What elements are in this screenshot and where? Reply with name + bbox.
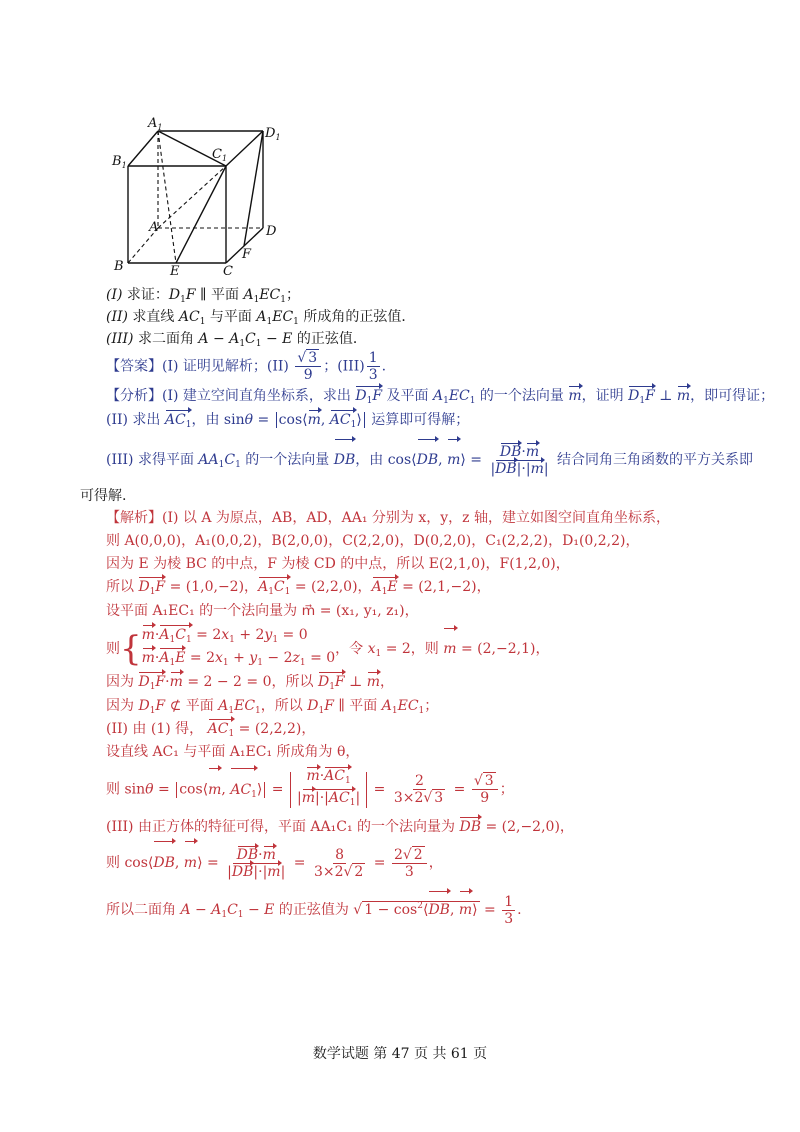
- label-C: C: [223, 264, 233, 279]
- solution-line-11: (III) 由正方体的特征可得，平面 AA₁C₁ 的一个法向量为 DB = (2,−2,0)，: [106, 819, 574, 835]
- label-E: E: [170, 264, 180, 279]
- solution-line-5: 设平面 A₁EC₁ 的一个法向量为 m⃗ = (x₁, y₁, z₁)，: [106, 603, 419, 619]
- cube-figure: [110, 115, 300, 285]
- label-D1: $D_1$: [265, 126, 281, 142]
- label-D: D: [266, 224, 277, 239]
- edge-EC1: [176, 166, 226, 263]
- page-footer: 数学试题 第 47 页 共 61 页: [312, 1046, 488, 1062]
- solution-line-8: (II) 由 (1) 得， $AC_1 = (2,2,2)$，: [106, 720, 315, 743]
- analysis-line-4: 可得解.: [80, 488, 127, 504]
- solution-line-7b: 因为 $D_1F$ ⊄ 平面 $A_1EC_1$，所以 $D_1F$ ∥ 平面 $A_1EC_1$；: [106, 698, 439, 716]
- question-2: (II) 求直线 $AC_1$ 与平面 $A_1EC_1$ 所成角的正弦值．: [106, 309, 416, 327]
- label-C1: $C_1$: [212, 147, 228, 163]
- solution-line-10: 则 sinθ = cos⟨m, $AC_1⟩$ = $\frac{m\cdot AC_1}{|m|\cdot|AC_1|}$ = $\frac{2}{3\times 2√ 3}$ = $\frac{√ 3}{9}$ ；: [106, 768, 514, 816]
- label-B1: $B_1$: [112, 154, 127, 170]
- question-1: (I) 求证：$D_1F$ ∥ 平面 $A_1EC_1$；: [106, 287, 300, 305]
- edge-A1B1: [128, 131, 158, 166]
- label-B: B: [114, 259, 124, 274]
- edge-D1F: [244, 131, 263, 246]
- analysis-line-3: (III) 求得平面 $AA_1C_1$ 的一个法向量 DB，由 cos⟨DB, m⟩ = $\frac{DB\cdot m}{|DB|\cdot|m|}$ 结合同角三角函数的平方关系即: [106, 440, 753, 485]
- solution-line-13: 所以二面角 $A - A_1C_1 - E$ 的正弦值为 √ $1 - \cos^2⟨DB$, m⟩ = $\frac{1}{3}$ .: [106, 893, 522, 927]
- solution-line-7: 因为 $D_1F\cdot m = 2 - 2 = 0$，所以 $D_1F$ ⊥ m，: [106, 673, 394, 696]
- solution-line-4: 所以 $D_1F = (1,0,-2)$，$A_1C_1 = (2,2,0)$，$A_1E = (2,1,-2)$，: [106, 578, 491, 601]
- answer-line: 【答案】(I) 证明见解析；(II) $\frac{√ 3}{9}$ ；(III) $\frac{1}{3}$ .: [106, 350, 387, 383]
- analysis-line-2: (II) 求出 $AC_1$，由 sinθ = cos⟨m, $AC_1⟩$ 运算即可得解；: [106, 411, 469, 434]
- solution-line-9: 设直线 AC₁ 与平面 A₁EC₁ 所成角为 θ，: [106, 744, 360, 760]
- hidden-A1E: [158, 131, 176, 263]
- solution-line-6: 则{ $m\cdot A_1C_1 = 2x_1 + 2y_1 = 0$ $m\cdot A_1E = 2x_1 + y_1 - 2z_1 = 0$ ，令 $x_1 = 2$，则 m = (2,−2,1)，: [106, 626, 549, 674]
- label-F: F: [242, 247, 252, 262]
- label-A1: $A_1$: [148, 116, 163, 132]
- analysis-line-1: 【分析】(I) 建立空间直角坐标系，求出 $D_1F$ 及平面 $A_1EC_1$ 的一个法向量 m，证明 $D_1F$ ⊥ m，即可得证；: [106, 387, 774, 410]
- label-A: A: [149, 220, 159, 235]
- question-3: (III) 求二面角 $A - A_1C_1 - E$ 的正弦值．: [106, 331, 367, 349]
- solution-line-3: 因为 E 为棱 BC 的中点，F 为棱 CD 的中点，所以 E(2,1,0)，F(1,2,0)，: [106, 556, 570, 572]
- hidden-AC1: [158, 166, 226, 228]
- solution-line-12: 则 cos⟨DB, m⟩ = $\frac{DB\cdot m}{|DB|\cdot|m|}$ = $\frac{8}{3\times 2√ 2}$ = $\frac{2√ 2}{3}$ ，: [106, 842, 443, 884]
- solution-line-1: 【解析】(I) 以 A 为原点，AB，AD，AA₁ 分别为 x，y，z 轴，建立如图空间直角坐标系，: [106, 510, 671, 526]
- solution-line-2: 则 A(0,0,0)，A₁(0,0,2)，B(2,0,0)，C(2,2,0)，D(0,2,0)，C₁(2,2,2)，D₁(0,2,2)，: [106, 533, 640, 549]
